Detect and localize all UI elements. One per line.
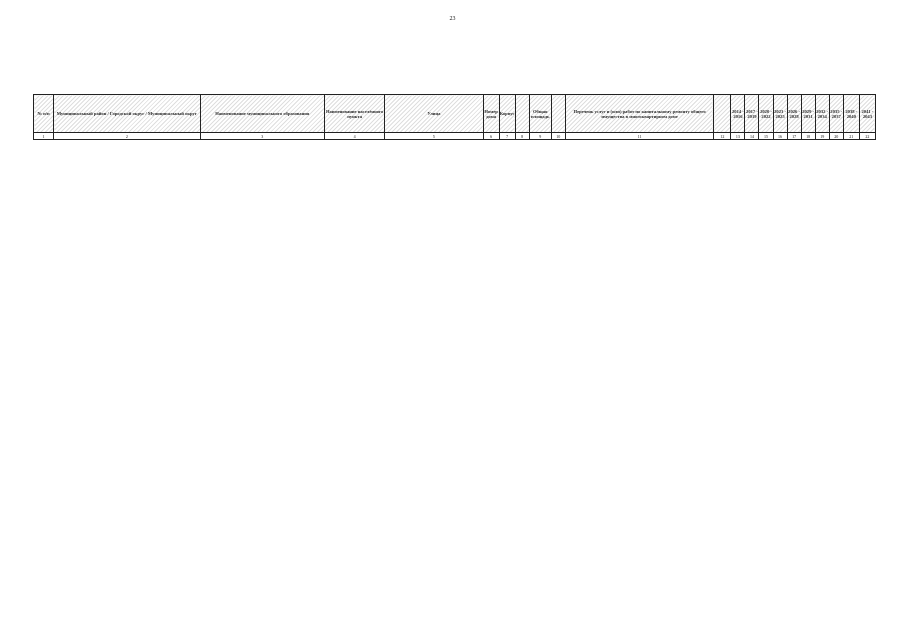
- column-number: 5: [385, 133, 483, 140]
- header-row: [34, 95, 876, 133]
- column-number: 11: [565, 133, 714, 140]
- column-header: 2038 - 2040: [843, 95, 859, 133]
- column-header: [515, 95, 529, 133]
- column-header: Наименование муниципального образования: [200, 95, 324, 133]
- column-number: 17: [787, 133, 801, 140]
- column-number: 8: [515, 133, 529, 140]
- column-number: 19: [815, 133, 829, 140]
- column-number: 10: [551, 133, 565, 140]
- column-header: Номер дома: [483, 95, 499, 133]
- column-header: Муниципальный район / Городской округ / Муниципальный округ: [54, 95, 201, 133]
- column-header: [714, 95, 731, 133]
- column-number: 16: [773, 133, 787, 140]
- column-number: 12: [714, 133, 731, 140]
- column-header: 2032 - 2034: [815, 95, 829, 133]
- column-number: 2: [54, 133, 201, 140]
- column-number: 18: [801, 133, 815, 140]
- column-header: № п/п: [34, 95, 54, 133]
- column-header: 2023 - 2025: [773, 95, 787, 133]
- column-number: 20: [829, 133, 843, 140]
- column-header: 2035 - 2037: [829, 95, 843, 133]
- column-header: 2014 - 2016: [731, 95, 745, 133]
- column-number: 1: [34, 133, 54, 140]
- column-number-row: [34, 133, 876, 140]
- column-header: Улица: [385, 95, 483, 133]
- column-header: Общая площадь: [529, 95, 551, 133]
- column-number: 13: [731, 133, 745, 140]
- column-header: 2041 - 2043: [859, 95, 875, 133]
- column-header: 2029 - 2031: [801, 95, 815, 133]
- column-number: 22: [859, 133, 875, 140]
- page-number: 23: [449, 16, 456, 22]
- column-header: 2020 - 2022: [759, 95, 773, 133]
- column-header: Корпус: [499, 95, 515, 133]
- column-header: 2026 - 2028: [787, 95, 801, 133]
- column-number: 9: [529, 133, 551, 140]
- column-number: 21: [843, 133, 859, 140]
- column-number: 4: [325, 133, 385, 140]
- capital-repair-register-table: [33, 94, 876, 140]
- column-number: 14: [745, 133, 759, 140]
- column-header: 2017 - 2019: [745, 95, 759, 133]
- column-header: Перечень услуг и (или) работ по капитальному ремонту общего имущества в многоквартирном доме: [565, 95, 714, 133]
- column-header: Наименование населённого пункта: [325, 95, 385, 133]
- column-number: 7: [499, 133, 515, 140]
- column-number: 15: [759, 133, 773, 140]
- column-header: [551, 95, 565, 133]
- column-number: 3: [200, 133, 324, 140]
- column-number: 6: [483, 133, 499, 140]
